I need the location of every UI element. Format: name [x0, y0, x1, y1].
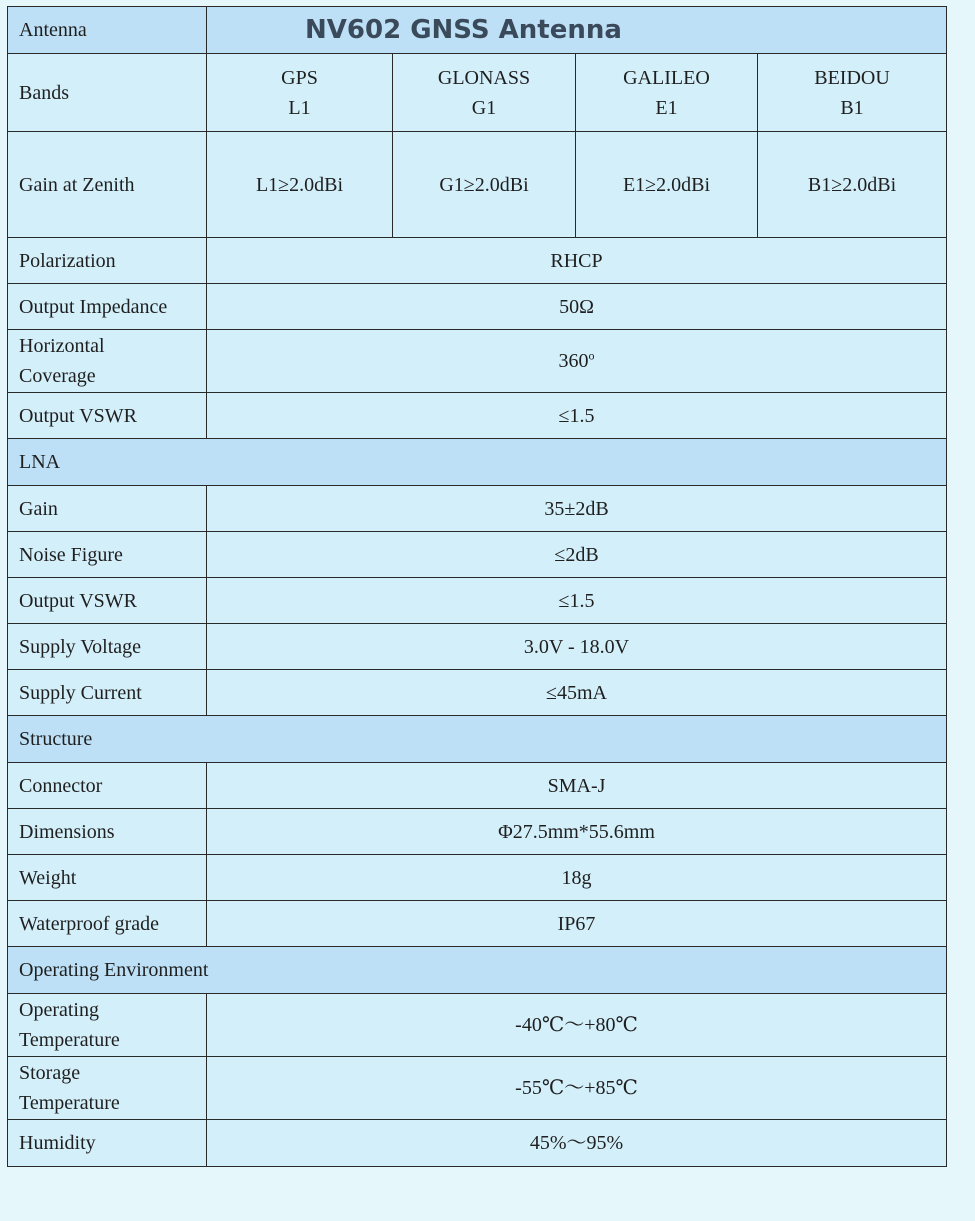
horizontal-coverage-label [8, 330, 207, 393]
dimensions-label: Dimensions [8, 809, 207, 855]
horizontal-coverage-value [207, 330, 947, 393]
lna-gain-value: 35±2dB [207, 486, 947, 532]
gain-zenith-beidou: B1≥2.0dBi [758, 132, 947, 238]
section-title: LNA [8, 439, 947, 486]
noise-figure-row [8, 532, 947, 578]
band-name: GALILEO [623, 66, 710, 89]
supply-voltage-row [8, 624, 947, 670]
section-title: Operating Environment [8, 947, 947, 994]
polarization-value: RHCP [207, 238, 947, 284]
lna-vswr-value: ≤1.5 [207, 578, 947, 624]
antenna-vswr-label: Output VSWR [8, 393, 207, 439]
bands-label: Bands [8, 54, 207, 132]
gain-zenith-glonass: G1≥2.0dBi [393, 132, 576, 238]
band-cell-glonass [393, 54, 576, 132]
band-name: GPS [281, 66, 318, 89]
bands-row [8, 54, 947, 132]
antenna-vswr-row [8, 393, 947, 439]
supply-current-value: ≤45mA [207, 670, 947, 716]
product-title: NV602 GNSS Antenna [207, 7, 947, 54]
storage-temp-label [8, 1057, 207, 1120]
supply-voltage-value: 3.0V - 18.0V [207, 624, 947, 670]
weight-row [8, 855, 947, 901]
band-name: BEIDOU [814, 66, 890, 89]
band-code: E1 [655, 96, 678, 119]
gain-zenith-galileo: E1≥2.0dBi [576, 132, 758, 238]
label-line: Coverage [19, 365, 96, 387]
supply-voltage-label: Supply Voltage [8, 624, 207, 670]
operating-temp-label [8, 994, 207, 1057]
band-cell-galileo [576, 54, 758, 132]
storage-temp-value: -55℃～+85℃ [207, 1057, 947, 1120]
label-line: Storage [19, 1062, 81, 1084]
band-name: GLONASS [437, 66, 531, 89]
gain-zenith-label: Gain at Zenith [8, 132, 207, 238]
polarization-label: Polarization [8, 238, 207, 284]
section-title: Structure [8, 716, 947, 763]
horizontal-coverage-row [8, 330, 947, 393]
dimensions-row [8, 809, 947, 855]
band-cell-beidou [758, 54, 947, 132]
output-impedance-value: 50Ω [207, 284, 947, 330]
band-code: B1 [840, 96, 864, 119]
dimensions-value: Φ27.5mm*55.6mm [207, 809, 947, 855]
title-row [8, 7, 947, 54]
supply-current-label: Supply Current [8, 670, 207, 716]
coverage-number: 360 [558, 350, 589, 372]
antenna-label: Antenna [8, 7, 207, 54]
connector-value: SMA-J [207, 763, 947, 809]
section-structure [8, 716, 947, 763]
operating-temp-value: -40℃～+80℃ [207, 994, 947, 1057]
humidity-label: Humidity [8, 1120, 207, 1167]
label-line: Operating [19, 999, 99, 1021]
label-line: Temperature [19, 1092, 120, 1114]
humidity-row [8, 1120, 947, 1167]
noise-figure-label: Noise Figure [8, 532, 207, 578]
gain-zenith-gps: L1≥2.0dBi [207, 132, 393, 238]
supply-current-row [8, 670, 947, 716]
lna-gain-row [8, 486, 947, 532]
label-line: Temperature [19, 1029, 120, 1051]
output-impedance-row [8, 284, 947, 330]
label-line: Horizontal [19, 335, 105, 357]
band-code: L1 [288, 96, 311, 119]
lna-gain-label: Gain [8, 486, 207, 532]
section-environment [8, 947, 947, 994]
waterproof-value: IP67 [207, 901, 947, 947]
weight-value: 18g [207, 855, 947, 901]
polarization-row [8, 238, 947, 284]
lna-vswr-label: Output VSWR [8, 578, 207, 624]
section-lna [8, 439, 947, 486]
spec-table [7, 6, 947, 1167]
band-cell-gps [207, 54, 393, 132]
gain-zenith-row [8, 132, 947, 238]
storage-temp-row [8, 1057, 947, 1120]
band-code: G1 [471, 96, 497, 119]
antenna-vswr-value: ≤1.5 [207, 393, 947, 439]
weight-label: Weight [8, 855, 207, 901]
output-impedance-label: Output Impedance [8, 284, 207, 330]
degree-mark: o [588, 348, 595, 363]
waterproof-label: Waterproof grade [8, 901, 207, 947]
operating-temp-row [8, 994, 947, 1057]
noise-figure-value: ≤2dB [207, 532, 947, 578]
lna-vswr-row [8, 578, 947, 624]
waterproof-row [8, 901, 947, 947]
connector-label: Connector [8, 763, 207, 809]
humidity-value: 45%～95% [207, 1120, 947, 1167]
connector-row [8, 763, 947, 809]
